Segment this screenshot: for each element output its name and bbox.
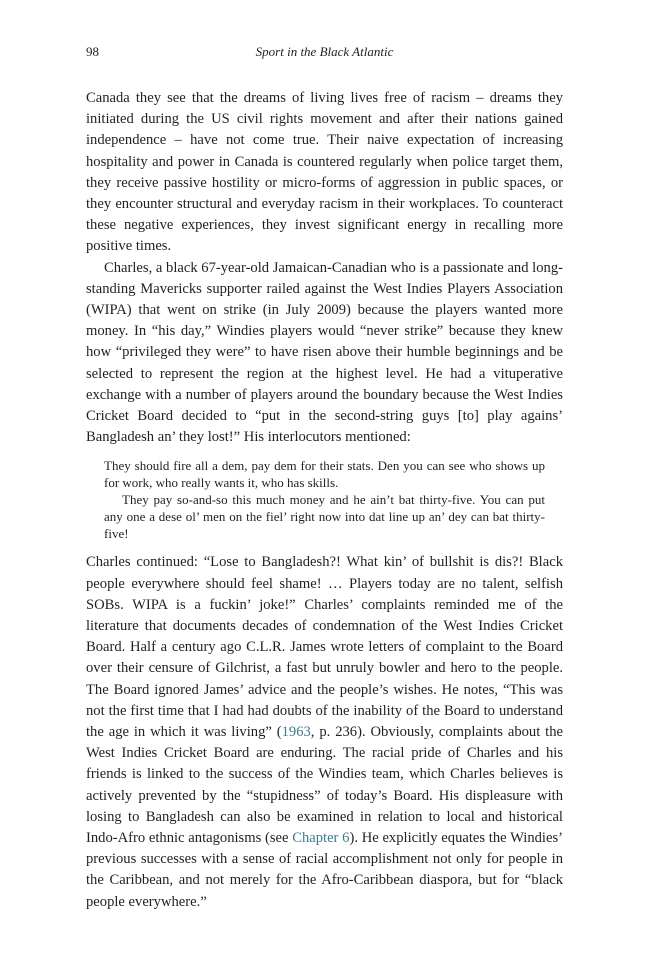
running-title: Sport in the Black Atlantic (255, 44, 394, 59)
citation-link-1963[interactable]: 1963 (281, 724, 311, 741)
quote-paragraph-1: They should fire all a dem, pay dem for their stats. Den you can see who shows up for work, who really wants it, who has skills. (104, 458, 545, 491)
paragraph-3-text-c: ). He explicitly equates the Windies’ previous successes with a sense of racial accomplishment not only for people in the Caribbean, and not merely for the Afro-Caribbean diaspora, but for “black people everywhere.” (86, 830, 563, 910)
paragraph-1: Canada they see that the dreams of living lives free of racism – dreams they initiated during the US civil rights movement and after their nations gained independence – have not come true. Their naive expectation of increasing hospitality and power in Canada is countered regularly when police target them, they receive passive hostility or micro-forms of aggression in public spaces, or they encounter structural and everyday racism in their workplaces. To counteract these negative experiences, they invest significant energy in recalling more positive times. (86, 90, 563, 255)
main-text (86, 88, 563, 913)
chapter-6-link[interactable]: Chapter 6 (292, 830, 350, 847)
block-quote (104, 458, 545, 542)
quote-paragraph-2: They pay so-and-so this much money and he ain’t bat thirty-five. You can put any one a dese ol’ men on the fiel’ right now into dat line up an’ dey can bat thirty-five! (104, 492, 545, 541)
paragraph-3-text-b: , p. 236). Obviously, complaints about the West Indies Cricket Board are enduring. The racial pride of Charles and his friends is linked to the success of the Windies team, which Charles believes is actively prevented by the “stupidness” of today’s Board. His displeasure with losing to Bangladesh can also be examined in relation to local and historical Indo-Afro ethnic antagonisms (see (86, 724, 563, 847)
paragraph-3 (86, 552, 563, 912)
paragraph-2: Charles, a black 67-year-old Jamaican-Canadian who is a passionate and long-standing Mavericks supporter railed against the West Indies Players Association (WIPA) that went on strike (in July 2009) because the players wanted more money. In “his day,” Windies players would “never strike” because they knew how “privileged they were” to have risen above their humble beginnings and be selected to represent the region at the highest level. He had a vituperative exchange with a number of players around the boundary because the West Indies Cricket Board decided to “put in the second-string guys [to] play agains’ Bangladesh an’ they lost!” His interlocutors mentioned: (86, 259, 563, 446)
paragraph-3-text-a: Charles continued: “Lose to Bangladesh?! What kin’ of bullshit is dis?! Black people everywhere should feel shame! … Players today are no talent, selfish SOBs. WIPA is a fuckin’ joke!” Charles’ complaints reminded me of the literature that documents decades of condemnation of the West Indies Cricket Board. Half a century ago C.L.R. James wrote letters of complaint to the Board over their censure of Gilchrist, a fast but unruly bowler and hero to the people. The Board ignored James’ advice and the people’s wishes. He notes, “This was not the first time that I had had doubts of the inability of the Board to understand the age in which it was living” ( (86, 554, 563, 741)
page-number: 98 (86, 44, 99, 59)
running-header (86, 44, 563, 64)
